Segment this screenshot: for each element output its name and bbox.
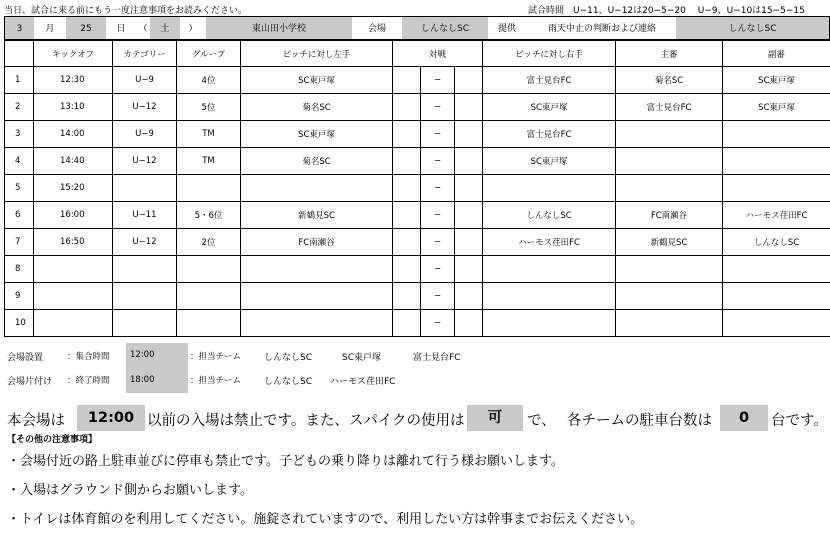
table-row [5, 256, 830, 283]
assistant-cell [723, 283, 830, 310]
parking-value: 0 [720, 405, 768, 431]
right-team-cell [483, 283, 616, 310]
row-number: 9 [5, 283, 34, 310]
cleanup-team-label: ：担当チーム [190, 376, 242, 386]
right-team-cell: しんなしSC [483, 202, 616, 229]
left-team-cell: 新鶴見SC [241, 202, 393, 229]
category-cell [113, 256, 177, 283]
category-cell [113, 283, 177, 310]
setup-label: 会場設置 [7, 353, 44, 363]
entry-text-4: 各チームの駐車台数は [567, 413, 712, 429]
table-row [5, 202, 830, 229]
category-cell: U−9 [113, 121, 177, 148]
assistant-cell: SC東戸塚 [723, 67, 830, 94]
versus-dash-cell: − [421, 229, 455, 256]
row-number: 7 [5, 229, 34, 256]
right-team-cell: SC東戸塚 [483, 94, 616, 121]
kickoff-cell [34, 310, 113, 337]
row-number: 1 [5, 67, 34, 94]
left-team-cell [241, 175, 393, 202]
setup-team-label: ：担当チーム [190, 352, 242, 362]
left-team-cell [241, 256, 393, 283]
provider-label: 提供 [488, 16, 528, 40]
kickoff-cell: 16:50 [34, 229, 113, 256]
setup-team-2: SC東戸塚 [342, 353, 381, 363]
venue-label: 会場 [352, 16, 402, 40]
cleanup-label: 会場片付け [7, 377, 53, 387]
row-number: 10 [5, 310, 34, 337]
row-number: 2 [5, 94, 34, 121]
rain-contact-value: しんなしSC [676, 16, 830, 40]
versus-right-cell [455, 283, 483, 310]
versus-right-cell [455, 229, 483, 256]
referee-cell: 菊名SC [616, 67, 723, 94]
versus-left-cell [393, 175, 421, 202]
versus-dash-cell: − [421, 283, 455, 310]
kickoff-cell: 16:00 [34, 202, 113, 229]
group-cell: 2位 [177, 229, 241, 256]
assistant-cell: SC東戸塚 [723, 94, 830, 121]
versus-right-cell [455, 94, 483, 121]
versus-right-cell [455, 202, 483, 229]
versus-left-cell [393, 202, 421, 229]
date-venue-header [4, 16, 830, 40]
versus-dash-cell: − [421, 121, 455, 148]
referee-cell: 新鶴見SC [616, 229, 723, 256]
assistant-cell [723, 121, 830, 148]
assistant-cell: ハーモス荏田FC [723, 202, 830, 229]
table-row [5, 67, 830, 94]
left-team-cell: SC東戸塚 [241, 67, 393, 94]
col-header-versus: 対戦 [393, 41, 483, 67]
right-team-cell: 富士見台FC [483, 121, 616, 148]
month-value: 3 [4, 16, 34, 40]
kickoff-cell: 14:40 [34, 148, 113, 175]
assistant-cell [723, 256, 830, 283]
versus-dash-cell: − [421, 202, 455, 229]
referee-cell [616, 283, 723, 310]
versus-left-cell [393, 121, 421, 148]
versus-right-cell [455, 67, 483, 94]
weekday-value: 土 [150, 16, 180, 40]
category-cell [113, 175, 177, 202]
col-header-left-team: ピッチに対し左手 [241, 41, 393, 67]
left-team-cell: 菊名SC [241, 94, 393, 121]
paren-open: （ [136, 16, 150, 40]
right-team-cell [483, 310, 616, 337]
versus-left-cell [393, 67, 421, 94]
versus-left-cell [393, 94, 421, 121]
versus-left-cell [393, 283, 421, 310]
paren-close: ） [180, 16, 206, 40]
row-number: 6 [5, 202, 34, 229]
versus-dash-cell: − [421, 67, 455, 94]
note-item: ・トイレは体育館のを利用してください。施錠されていますので、利用したい方は幹事までお伝えください。 [7, 512, 644, 527]
assistant-cell [723, 310, 830, 337]
table-row [5, 310, 830, 337]
setup-team-3: 富士見台FC [413, 353, 461, 363]
row-number: 4 [5, 148, 34, 175]
cleanup-time-value: 18:00 [126, 367, 188, 393]
left-team-cell: SC東戸塚 [241, 121, 393, 148]
col-header-referee: 主審 [616, 41, 723, 67]
versus-right-cell [455, 175, 483, 202]
assistant-cell: しんなしSC [723, 229, 830, 256]
left-team-cell [241, 283, 393, 310]
venue-value: 東山田小学校 [206, 16, 352, 40]
right-team-cell: ハーモス荏田FC [483, 229, 616, 256]
right-team-cell [483, 256, 616, 283]
row-number: 3 [5, 121, 34, 148]
col-header-kickoff: キックオフ [34, 41, 113, 67]
referee-cell [616, 121, 723, 148]
versus-left-cell [393, 256, 421, 283]
notice-text: 当日、試合に来る前にもう一度注意事項をお読みください。 [4, 6, 248, 16]
table-row [5, 94, 830, 121]
left-team-cell: 菊名SC [241, 148, 393, 175]
col-header-group: グループ [177, 41, 241, 67]
versus-left-cell [393, 229, 421, 256]
spike-value: 可 [467, 405, 523, 431]
referee-cell [616, 256, 723, 283]
setup-time-value: 12:00 [126, 343, 188, 367]
match-time-info: 試合時間 U−11、U−12は20−5−20 U−9、U−10は15−5−15 [528, 6, 805, 16]
table-row [5, 148, 830, 175]
kickoff-cell: 14:00 [34, 121, 113, 148]
right-team-cell: 富士見台FC [483, 67, 616, 94]
assistant-cell [723, 148, 830, 175]
table-row [5, 175, 830, 202]
group-cell [177, 256, 241, 283]
category-cell: U−9 [113, 67, 177, 94]
referee-cell [616, 175, 723, 202]
group-cell: TM [177, 121, 241, 148]
setup-team-1: しんなしSC [264, 353, 312, 363]
entry-time-value: 12:00 [77, 405, 145, 431]
referee-cell: FC南瀬谷 [616, 202, 723, 229]
right-team-cell: SC東戸塚 [483, 148, 616, 175]
group-cell [177, 283, 241, 310]
versus-dash-cell: − [421, 148, 455, 175]
group-cell [177, 175, 241, 202]
group-cell: 5・6位 [177, 202, 241, 229]
table-row [5, 121, 830, 148]
row-number: 5 [5, 175, 34, 202]
table-row [5, 229, 830, 256]
right-team-cell [483, 175, 616, 202]
versus-dash-cell: − [421, 256, 455, 283]
entry-text-1: 本会場は [7, 413, 65, 429]
kickoff-cell [34, 256, 113, 283]
schedule-table [4, 40, 830, 337]
col-header-right-team: ピッチに対し右手 [483, 41, 616, 67]
month-label: 月 [34, 16, 66, 40]
versus-left-cell [393, 148, 421, 175]
table-header-row [5, 41, 830, 67]
versus-dash-cell: − [421, 175, 455, 202]
referee-cell: 富士見台FC [616, 94, 723, 121]
note-item: ・会場付近の路上駐車並びに停車も禁止です。子どもの乗り降りは離れて行う様お願いします。 [7, 454, 564, 469]
group-cell: 4位 [177, 67, 241, 94]
category-cell [113, 310, 177, 337]
rain-label: 雨天中止の判断および連絡 [528, 16, 676, 40]
kickoff-cell: 15:20 [34, 175, 113, 202]
left-team-cell: FC南瀬谷 [241, 229, 393, 256]
col-header-assistant: 副審 [723, 41, 830, 67]
note-item: ・入場はグラウンド側からお願いします。 [7, 483, 253, 498]
category-cell: U−12 [113, 94, 177, 121]
day-label: 日 [106, 16, 136, 40]
kickoff-cell: 12:30 [34, 67, 113, 94]
versus-right-cell [455, 310, 483, 337]
versus-left-cell [393, 310, 421, 337]
entry-text-2: 以前の入場は禁止です。また、スパイクの使用は [147, 413, 465, 429]
setup-time-label: ：集合時間 [67, 352, 110, 362]
entry-text-3: で、 [527, 413, 556, 429]
versus-dash-cell: − [421, 94, 455, 121]
col-header-category: カテゴリー [113, 41, 177, 67]
group-cell: TM [177, 148, 241, 175]
kickoff-cell: 13:10 [34, 94, 113, 121]
versus-right-cell [455, 148, 483, 175]
group-cell: 5位 [177, 94, 241, 121]
left-team-cell [241, 310, 393, 337]
category-cell: U−12 [113, 148, 177, 175]
category-cell: U−12 [113, 229, 177, 256]
referee-cell [616, 310, 723, 337]
versus-right-cell [455, 121, 483, 148]
group-cell [177, 310, 241, 337]
kickoff-cell [34, 283, 113, 310]
versus-dash-cell: − [421, 310, 455, 337]
row-number: 8 [5, 256, 34, 283]
provider-value: しんなしSC [402, 16, 488, 40]
versus-right-cell [455, 256, 483, 283]
category-cell: U−11 [113, 202, 177, 229]
assistant-cell [723, 175, 830, 202]
referee-cell [616, 148, 723, 175]
entry-text-5: 台です。 [771, 413, 828, 429]
table-row [5, 283, 830, 310]
other-notes-heading: 【その他の注意事項】 [7, 435, 98, 445]
day-value: 25 [66, 16, 106, 40]
cleanup-team-1: しんなしSC [264, 377, 312, 387]
cleanup-team-2: ハーモス荏田FC [330, 377, 396, 387]
col-header-no [5, 41, 34, 67]
cleanup-time-label: ：終了時間 [67, 376, 110, 386]
